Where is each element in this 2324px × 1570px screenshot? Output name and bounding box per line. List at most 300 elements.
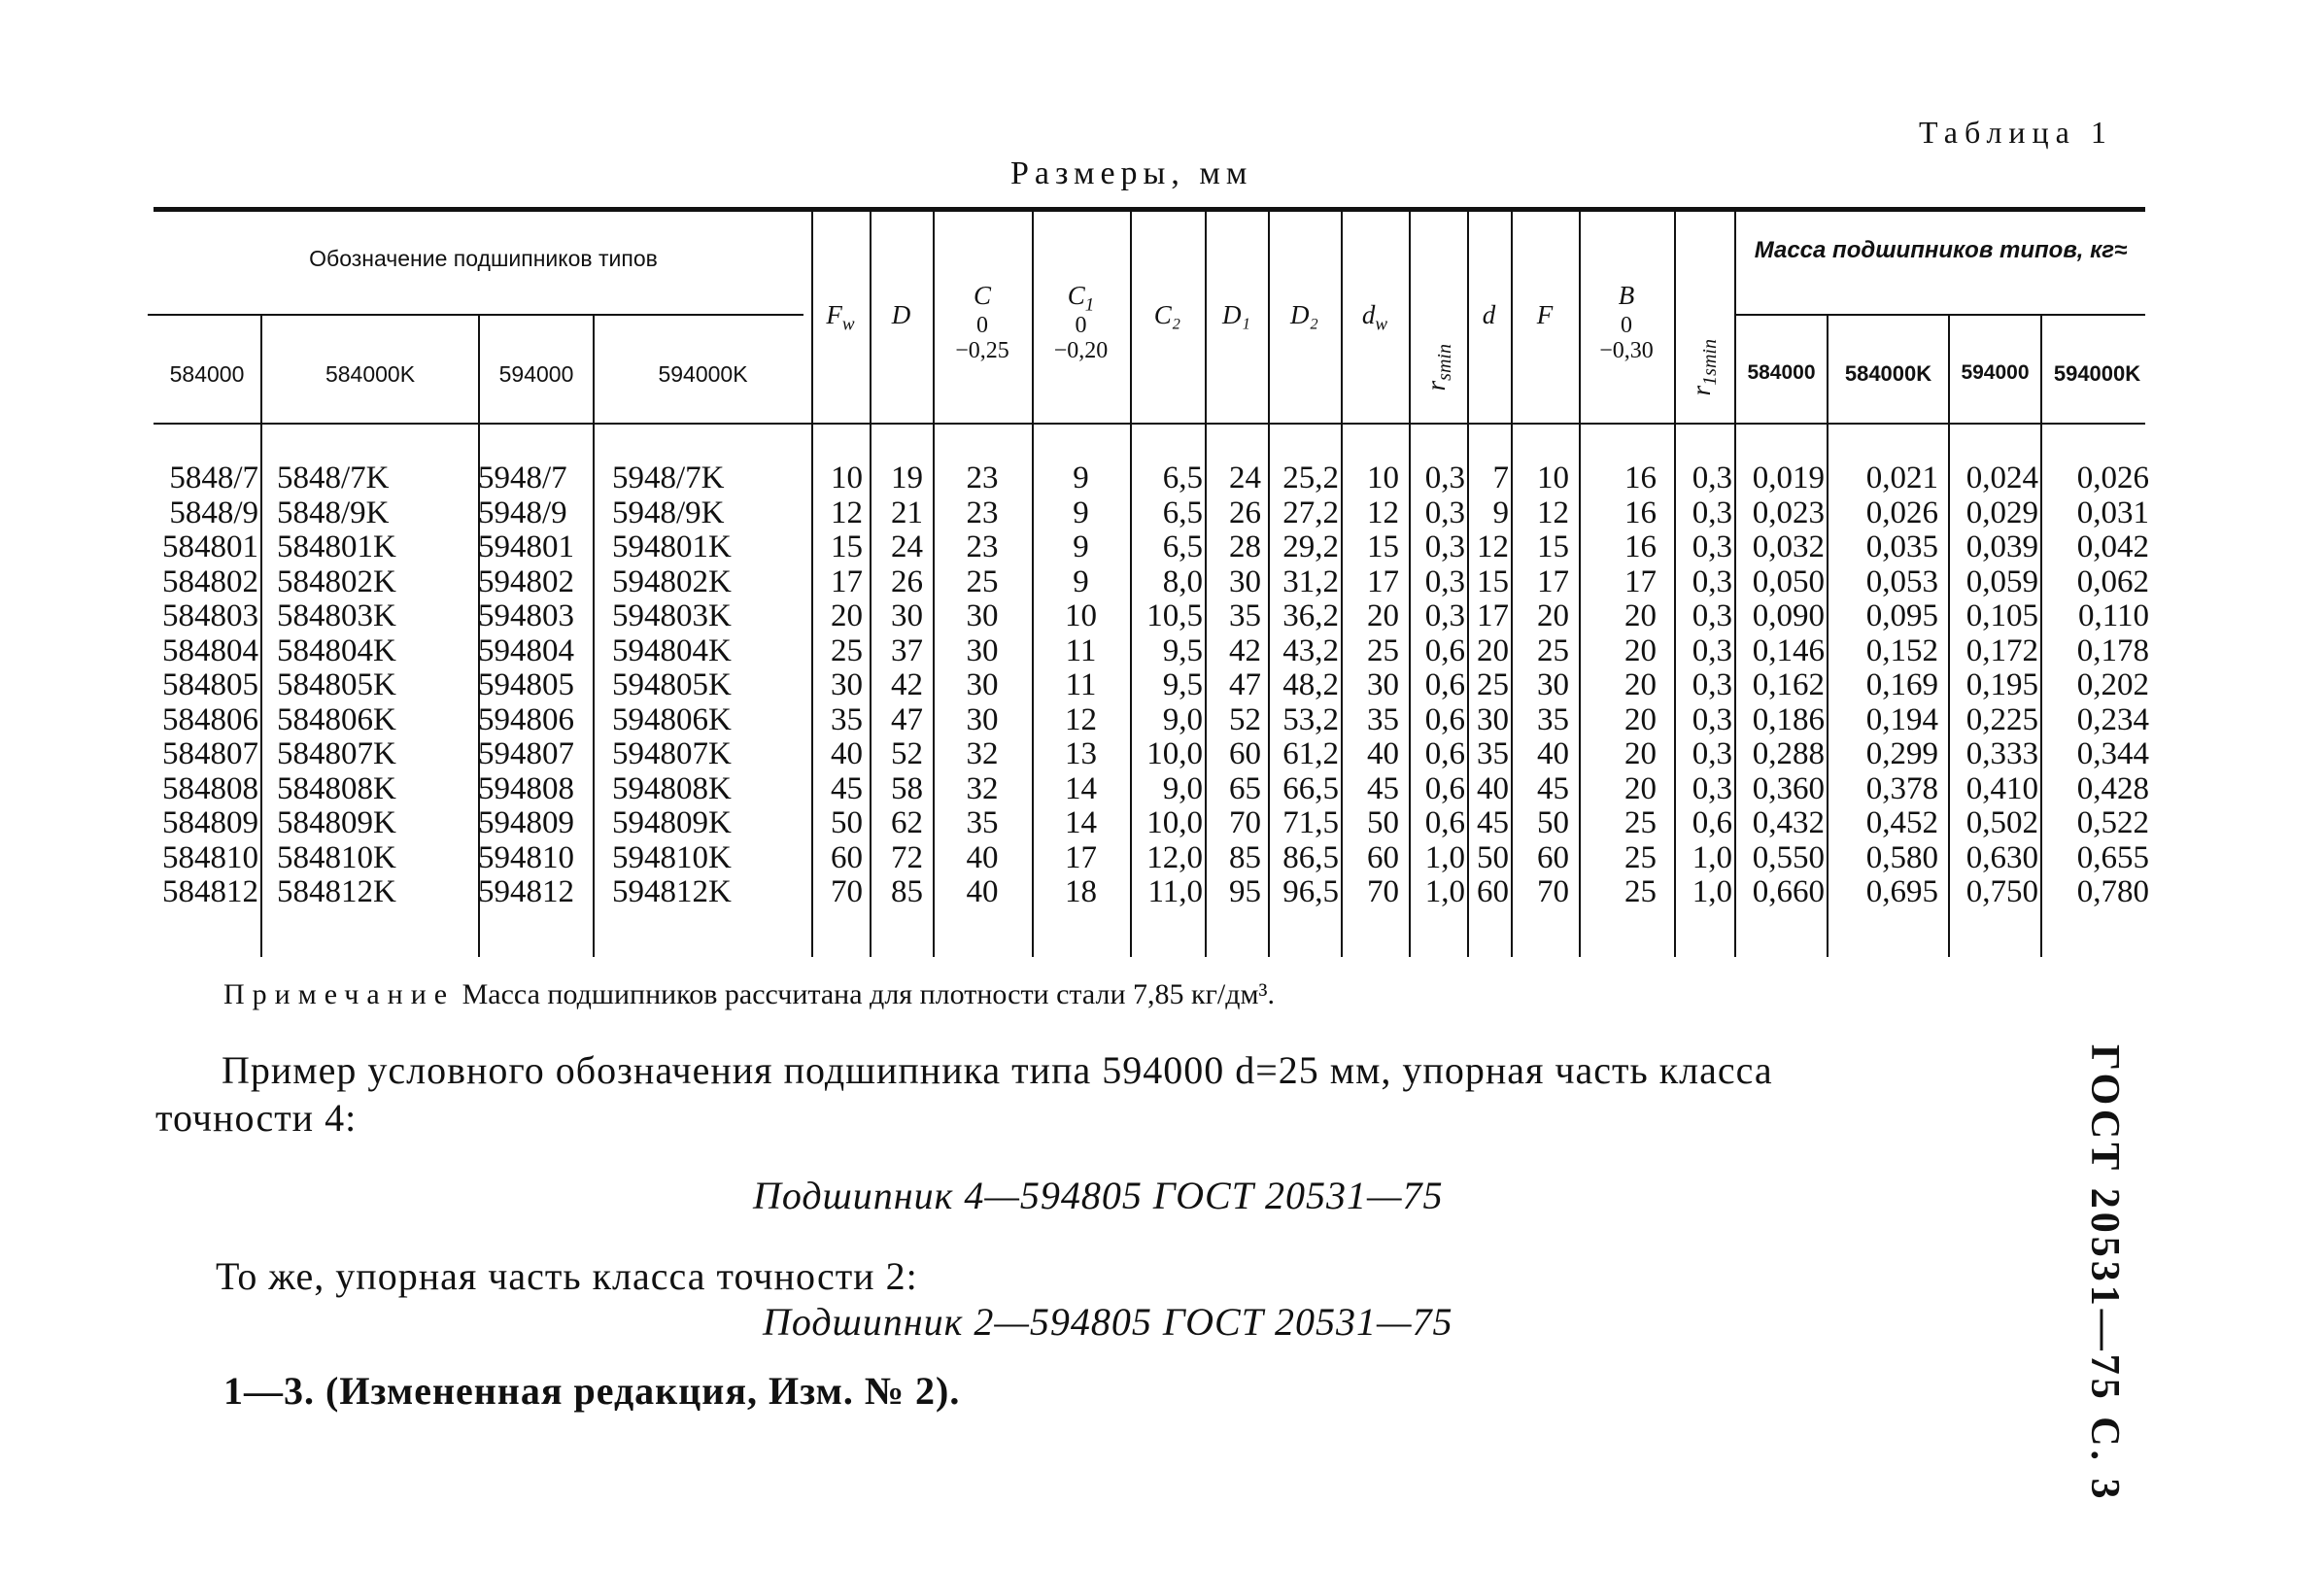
table-cell: 23 [966,495,999,530]
table-cell: 37 [891,632,923,668]
table-cell: 584809 [162,805,258,840]
table-cell: 17 [1065,839,1097,875]
table-cell: 9 [1073,461,1089,495]
table-cell: 20 [1624,701,1657,737]
table-cell: 70 [1537,874,1569,909]
table-cell: 0,039 [1965,529,2038,564]
table-note [223,978,1275,1011]
table-cell: 0,178 [2076,632,2149,668]
table-cell: 0,432 [1752,805,1825,840]
mass-type-header-3: 594000K [2053,361,2141,386]
table-cell: 0,3 [1692,632,1732,668]
table-cell: 0,029 [1965,495,2038,530]
table-cell: 584801K [277,529,396,564]
table-cell: 0,172 [1965,632,2038,668]
note-text: Масса подшипников рассчитана для плотности стали 7,85 кг/дм³. [461,978,1275,1010]
designation-example-1: Подшипник 4—594805 ГОСТ 20531—75 [753,1174,1444,1217]
table-cell: 10,5 [1146,598,1203,633]
table-cell: 0,026 [2076,461,2149,495]
table-cell: 1,0 [1424,839,1465,875]
table-cell: 70 [1367,874,1399,909]
header-B-lower: −0,30 [1599,338,1654,363]
table-cell: 584806 [162,701,258,737]
table-cell: 594810K [612,839,732,875]
table-cell: 10,0 [1146,805,1203,840]
table-cell: 584803K [277,598,396,633]
table-cell: 14 [1065,805,1097,840]
table-cell: 584801 [162,529,258,564]
table-cell: 584804K [277,632,396,668]
table-cell: 45 [831,770,863,806]
table-cell: 0,195 [1965,667,2038,702]
table-cell: 25 [1477,667,1509,702]
table-cell: 0,152 [1865,632,1938,668]
table-cell: 14 [1065,770,1097,806]
table-cell: 5948/9 [478,495,567,530]
table-cell: 6,5 [1162,495,1203,530]
table-cell: 584807K [277,736,396,771]
table-cell: 5848/9K [277,495,390,530]
table-cell: 30 [1229,563,1261,599]
table-cell: 42 [1229,632,1261,668]
table-cell: 30 [891,598,923,633]
table-cell: 12 [1477,529,1509,564]
table-cell: 0,750 [1965,874,2038,909]
table-cell: 584808 [162,770,258,806]
header-D-symbol: D [891,300,911,329]
table-cell: 32 [966,736,999,771]
table-cell: 5948/7 [478,461,567,495]
table-cell: 0,3 [1692,563,1732,599]
table-cell: 594801K [612,529,732,564]
header-C1-upper: 0 [1075,313,1087,338]
table-cell: 15 [1537,529,1569,564]
table-cell: 50 [1367,805,1399,840]
table-cell: 0,410 [1965,770,2038,806]
table-cell: 7 [1492,461,1509,495]
table-cell: 13 [1065,736,1097,771]
table-cell: 0,333 [1965,736,2038,771]
table-cell: 594809 [478,805,574,840]
table-cell: 18 [1065,874,1097,909]
designation-group-header: Обозначение подшипников типов [309,246,658,271]
table-cell: 5948/9K [612,495,725,530]
table-cell: 12 [1065,701,1097,737]
table-cell: 594805 [478,667,574,702]
table-cell: 584805 [162,667,258,702]
table-cell: 29,2 [1282,529,1339,564]
header-F-symbol: F [1536,300,1554,329]
table-cell: 66,5 [1282,770,1339,806]
table-cell: 25 [1537,632,1569,668]
header-D [870,301,933,330]
table-cell: 594801 [478,529,574,564]
table-cell: 0,344 [2076,736,2149,771]
table-cell: 50 [831,805,863,840]
table-cell: 0,3 [1424,495,1465,530]
table-cell: 5848/7K [277,461,390,495]
table-cell: 24 [891,529,923,564]
table-cell: 71,5 [1282,805,1339,840]
header-Fw [811,301,870,335]
header-r1smin-subscript: 1smin [1699,339,1722,386]
table-cell: 23 [966,529,999,564]
table-cell: 594812 [478,874,574,909]
table-cell: 17 [1477,598,1509,633]
table-cell: 5848/7 [169,461,258,495]
table-cell: 0,059 [1965,563,2038,599]
table-cell: 594806 [478,701,574,737]
table-cell: 0,023 [1752,495,1825,530]
type-header-0: 584000 [169,361,245,387]
table-cell: 584808K [277,770,396,806]
header-dw [1341,301,1409,335]
table-cell: 26 [1229,495,1261,530]
table-cell: 0,3 [1424,461,1465,495]
table-cell: 0,146 [1752,632,1825,668]
table-cell: 25,2 [1282,461,1339,495]
table-cell: 25 [966,563,999,599]
table-cell: 40 [1367,736,1399,771]
table-cell: 594804K [612,632,732,668]
table-cell: 594804 [478,632,574,668]
table-cell: 584804 [162,632,258,668]
table-cell: 0,6 [1424,770,1465,806]
table-cell: 0,3 [1692,461,1732,495]
table-cell: 0,655 [2076,839,2149,875]
table-cell: 70 [831,874,863,909]
table-cell: 12 [831,495,863,530]
table-cell: 96,5 [1282,874,1339,909]
table-cell: 10 [1537,461,1569,495]
header-C1-lower: −0,20 [1053,338,1109,363]
table-cell: 11 [1065,667,1097,702]
table-cell: 35 [1537,701,1569,737]
table-cell: 1,0 [1692,874,1732,909]
header-C-lower: −0,25 [955,338,1009,363]
table-cell: 0,024 [1965,461,2038,495]
table-cell: 30 [1537,667,1569,702]
table-cell: 0,053 [1865,563,1938,599]
table-cell: 9 [1073,495,1089,530]
mass-type-header-2: 594000 [1961,361,2030,384]
table-cell: 0,234 [2076,701,2149,737]
column-line-2 [593,314,595,957]
table-cell: 85 [1229,839,1261,875]
table-cell: 0,780 [2076,874,2149,909]
table-cell: 42 [891,667,923,702]
table-cell: 9 [1492,495,1509,530]
table-cell: 1,0 [1424,874,1465,909]
table-cell: 10,0 [1146,736,1203,771]
table-cell: 12,0 [1146,839,1203,875]
table-cell: 594805K [612,667,732,702]
table-cell: 594802 [478,563,574,599]
table-cell: 21 [891,495,923,530]
table-cell: 0,580 [1865,839,1938,875]
table-cell: 40 [831,736,863,771]
table-cell: 40 [1537,736,1569,771]
table-cell: 30 [966,667,999,702]
table-cell: 584809K [277,805,396,840]
table-cell: 0,090 [1752,598,1825,633]
table-cell: 0,3 [1692,701,1732,737]
table-cell: 584802K [277,563,396,599]
table-cell: 0,6 [1424,632,1465,668]
table-cell: 0,522 [2076,805,2149,840]
table-cell: 50 [1537,805,1569,840]
table-cell: 60 [1367,839,1399,875]
table-cell: 25 [831,632,863,668]
table-cell: 62 [891,805,923,840]
table-cell: 594807 [478,736,574,771]
example-line-1: Пример условного обозначения подшипника типа 594000 d=25 мм, упорная часть класса [222,1048,1773,1092]
table-cell: 0,6 [1424,736,1465,771]
table-cell: 10 [831,461,863,495]
table-cell: 0,428 [2076,770,2149,806]
header-C [933,282,1032,311]
table-cell: 0,3 [1424,529,1465,564]
header-C-upper: 0 [976,313,988,338]
revision-note: 1—3. (Измененная редакция, Изм. № 2). [223,1369,961,1413]
header-dw-subscript: w [1375,314,1388,335]
mass-type-header-0: 584000 [1747,361,1816,384]
table-cell: 52 [1229,701,1261,737]
table-cell: 47 [891,701,923,737]
table-cell: 27,2 [1282,495,1339,530]
table-cell: 20 [1367,598,1399,633]
table-cell: 40 [966,839,999,875]
table-cell: 36,2 [1282,598,1339,633]
table-cell: 0,095 [1865,598,1938,633]
table-cell: 0,026 [1865,495,1938,530]
table-cell: 0,050 [1752,563,1825,599]
table-cell: 45 [1367,770,1399,806]
table-cell: 15 [831,529,863,564]
note-label: Примечание [223,978,456,1010]
header-d [1467,301,1511,330]
header-C-symbol: C [973,281,991,310]
table-cell: 60 [1229,736,1261,771]
table-cell: 594808K [612,770,732,806]
side-stamp: ГОСТ 20531—75 С. 3 [2082,1044,2127,1503]
table-cell: 53,2 [1282,701,1339,737]
table-cell: 20 [1624,770,1657,806]
table-cell: 30 [966,632,999,668]
table-cell: 65 [1229,770,1261,806]
table-cell: 5848/9 [169,495,258,530]
table-cell: 0,105 [1965,598,2038,633]
mass-group-header: Масса подшипников типов, кг≈ [1754,237,2128,263]
table-cell: 28 [1229,529,1261,564]
table-cell: 0,3 [1692,770,1732,806]
table-cell: 0,360 [1752,770,1825,806]
table-cell: 40 [1477,770,1509,806]
table-cell: 0,225 [1965,701,2038,737]
table-cell: 20 [1624,632,1657,668]
table-cell: 30 [966,598,999,633]
table-cell: 0,288 [1752,736,1825,771]
table-cell: 0,169 [1865,667,1938,702]
table-cell: 35 [966,805,999,840]
table-cell: 9,5 [1162,667,1203,702]
header-d-symbol: d [1482,300,1496,329]
table-cell: 17 [1537,563,1569,599]
table-cell: 25 [1624,805,1657,840]
table-cell: 0,299 [1865,736,1938,771]
table-cell: 584812K [277,874,396,909]
header-C2 [1130,301,1205,330]
header-B [1579,282,1674,311]
table-cell: 30 [1367,667,1399,702]
table-cell: 35 [831,701,863,737]
table-cell: 17 [1624,563,1657,599]
table-cell: 35 [1477,736,1509,771]
table-cell: 0,630 [1965,839,2038,875]
header-C1-subscript: 1 [1084,294,1095,316]
table-cell: 0,660 [1752,874,1825,909]
table-cell: 25 [1367,632,1399,668]
table-cell: 0,502 [1965,805,2038,840]
table-cell: 47 [1229,667,1261,702]
table-cell: 11 [1065,632,1097,668]
table-cell: 0,3 [1424,563,1465,599]
table-cell: 32 [966,770,999,806]
table-cell: 60 [831,839,863,875]
header-rsmin [1421,299,1456,435]
header-F [1511,301,1579,330]
table-cell: 15 [1477,563,1509,599]
table-cell: 85 [891,874,923,909]
header-Fw-subscript: w [841,314,855,335]
column-line-0 [260,314,262,957]
table-cell: 35 [1229,598,1261,633]
table-cell: 16 [1624,461,1657,495]
table-cell: 594803 [478,598,574,633]
mass-sub-rule [1736,314,2145,316]
table-cell: 584805K [277,667,396,702]
table-cell: 0,186 [1752,701,1825,737]
header-D1 [1205,301,1268,330]
table-cell: 15 [1367,529,1399,564]
table-cell: 20 [1477,632,1509,668]
table-cell: 19 [891,461,923,495]
table-cell: 45 [1477,805,1509,840]
table-cell: 25 [1624,874,1657,909]
table-cell: 594802K [612,563,732,599]
header-D1-symbol: D₁ [1222,300,1250,329]
table-cell: 26 [891,563,923,599]
table-cell: 9 [1073,563,1089,599]
table-cell: 584806K [277,701,396,737]
type-header-3: 594000K [658,361,748,387]
table-cell: 61,2 [1282,736,1339,771]
table-cell: 12 [1537,495,1569,530]
type-header-2: 594000 [498,361,574,387]
table-cell: 0,3 [1692,598,1732,633]
designation-example-2: Подшипник 2—594805 ГОСТ 20531—75 [763,1300,1453,1344]
table-cell: 594807K [612,736,732,771]
table-cell: 584812 [162,874,258,909]
table-cell: 0,6 [1424,701,1465,737]
table-cell: 0,019 [1752,461,1825,495]
table-cell: 0,110 [2077,598,2149,633]
table-cell: 25 [1624,839,1657,875]
table-cell: 584803 [162,598,258,633]
table-cell: 594809K [612,805,732,840]
same-text: То же, упорная часть класса точности 2: [216,1254,918,1298]
table-cell: 23 [966,461,999,495]
table-cell: 45 [1537,770,1569,806]
table-cell: 584807 [162,736,258,771]
table-cell: 72 [891,839,923,875]
table-cell: 0,378 [1865,770,1938,806]
header-C1 [1032,282,1130,316]
table-cell: 8,0 [1162,563,1203,599]
header-B-upper: 0 [1621,313,1632,338]
table-cell: 11,0 [1147,874,1203,909]
table-cell: 50 [1477,839,1509,875]
table-cell: 60 [1537,839,1569,875]
table-cell: 70 [1229,805,1261,840]
header-C1-symbol: C [1067,281,1085,310]
table-cell: 0,3 [1424,598,1465,633]
table-cell: 20 [1537,598,1569,633]
header-r1smin-symbol: r [1686,385,1716,396]
header-bottom-rule [154,423,2145,425]
table-cell: 0,021 [1865,461,1938,495]
table-cell: 20 [1624,598,1657,633]
table-cell: 0,042 [2076,529,2149,564]
table-cell: 9,5 [1162,632,1203,668]
example-line-2: точности 4: [155,1096,358,1140]
table-cell: 594803K [612,598,732,633]
table-cell: 6,5 [1162,529,1203,564]
table-cell: 0,452 [1865,805,1938,840]
table-cell: 594812K [612,874,732,909]
table-cell: 584810 [162,839,258,875]
header-Fw-symbol: F [826,300,842,329]
dimensions-caption: Размеры, мм [1010,155,1253,191]
table-cell: 86,5 [1282,839,1339,875]
table-cell: 31,2 [1282,563,1339,599]
table-cell: 0,062 [2076,563,2149,599]
table-cell: 16 [1624,529,1657,564]
table-number: Таблица 1 [1919,115,2113,150]
table-cell: 0,6 [1424,805,1465,840]
table-cell: 1,0 [1692,839,1732,875]
table-cell: 5948/7K [612,461,725,495]
table-cell: 20 [831,598,863,633]
table-cell: 58 [891,770,923,806]
table-cell: 30 [1477,701,1509,737]
table-cell: 0,3 [1692,667,1732,702]
table-cell: 0,194 [1865,701,1938,737]
table-cell: 0,202 [2076,667,2149,702]
type-header-1: 584000K [325,361,416,387]
table-cell: 594810 [478,839,574,875]
table-cell: 48,2 [1282,667,1339,702]
table-cell: 43,2 [1282,632,1339,668]
table-cell: 9 [1073,529,1089,564]
table-cell: 0,3 [1692,736,1732,771]
table-cell: 594808 [478,770,574,806]
table-cell: 95 [1229,874,1261,909]
header-B-symbol: B [1618,281,1635,310]
table-cell: 594806K [612,701,732,737]
table-cell: 10 [1065,598,1097,633]
table-cell: 20 [1624,736,1657,771]
